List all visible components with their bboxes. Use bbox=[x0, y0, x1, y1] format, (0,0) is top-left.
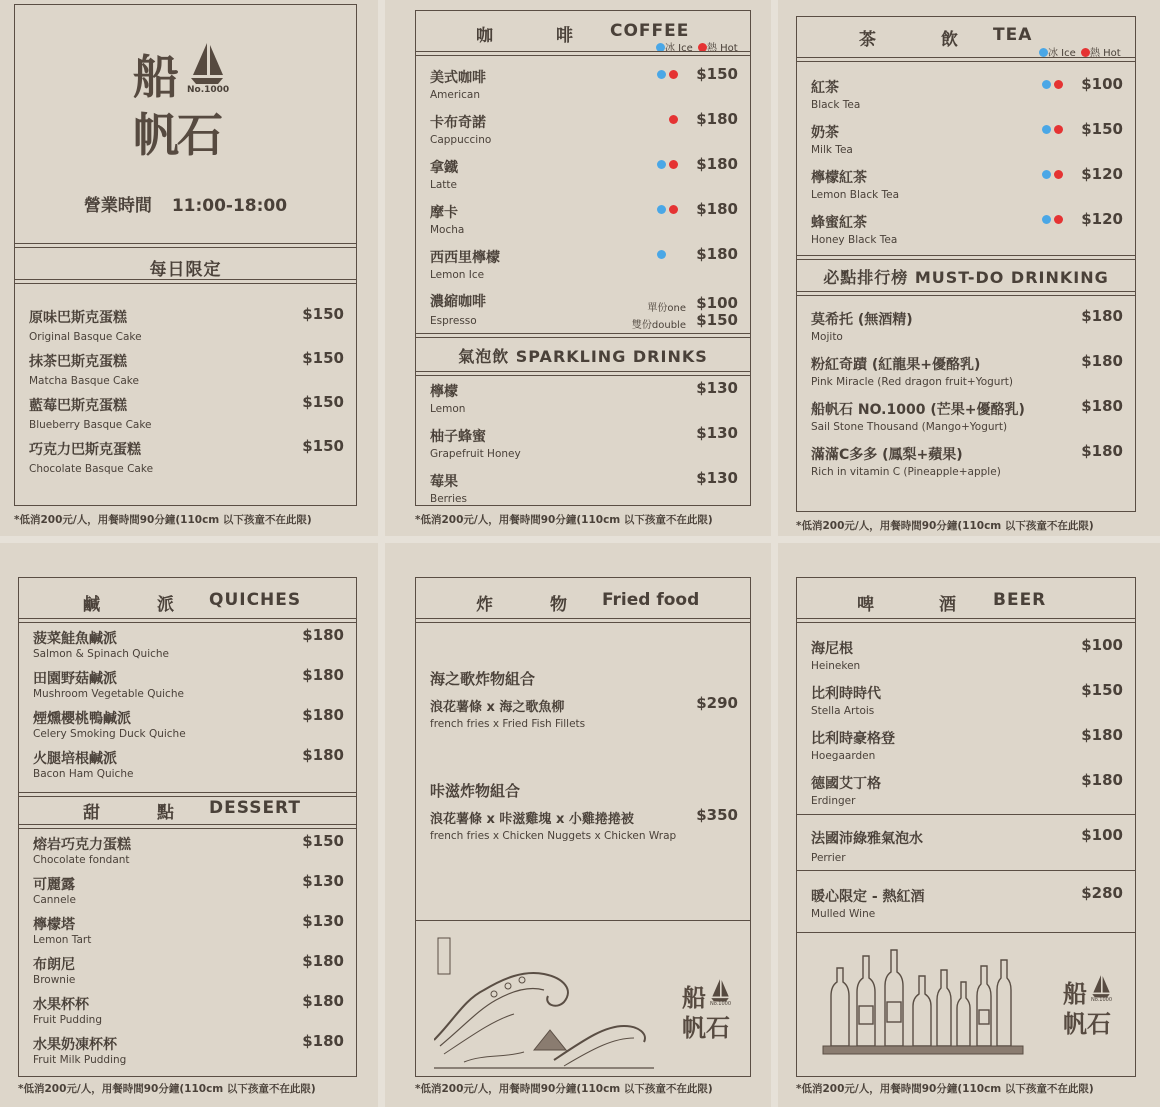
menu-item bbox=[19, 874, 356, 910]
logo bbox=[1063, 974, 1123, 1038]
hot-dot-icon bbox=[1054, 170, 1063, 179]
ice-dot-icon bbox=[657, 250, 666, 259]
hot-dot-icon bbox=[669, 115, 678, 124]
dessert-title: 甜 點 DESSERT bbox=[83, 798, 301, 823]
item-name: 水果杯杯 bbox=[33, 997, 89, 1013]
hot-dot-icon bbox=[669, 160, 678, 169]
hot-dot-icon bbox=[669, 70, 678, 79]
item-english-name: Berries bbox=[430, 493, 467, 505]
item-price: $180 bbox=[696, 200, 738, 218]
item-name: 莓果 bbox=[430, 474, 458, 490]
menu-item bbox=[19, 1034, 356, 1070]
set-price: $290 bbox=[696, 694, 738, 712]
footnote: *低消200元/人，用餐時間90分鐘(110cm 以下孩童不在此限) bbox=[14, 514, 312, 526]
set-name: 海之歌炸物組合 bbox=[430, 670, 536, 688]
menu-item bbox=[19, 708, 356, 744]
divider bbox=[19, 824, 356, 829]
item-english-name: Black Tea bbox=[811, 99, 861, 111]
footnote: *低消200元/人，用餐時間90分鐘(110cm 以下孩童不在此限) bbox=[796, 520, 1094, 532]
menu-item bbox=[15, 307, 356, 347]
logo bbox=[133, 41, 243, 161]
fried-set bbox=[416, 668, 750, 738]
item-name: 布朗尼 bbox=[33, 957, 75, 973]
item-english-name: Lemon bbox=[430, 403, 466, 415]
item-name: 田園野菇鹹派 bbox=[33, 671, 117, 687]
card-tea bbox=[796, 16, 1136, 512]
item-price: $150 bbox=[302, 437, 344, 455]
item-name: 菠菜鮭魚鹹派 bbox=[33, 631, 117, 647]
card-beer bbox=[796, 577, 1136, 1077]
ice-dot-icon bbox=[657, 205, 666, 214]
divider bbox=[797, 932, 1135, 933]
item-english-name: Grapefruit Honey bbox=[430, 448, 521, 460]
item-name: 滿滿C多多 (鳳梨+蘋果) bbox=[811, 447, 963, 463]
divider bbox=[15, 279, 356, 284]
divider bbox=[797, 870, 1135, 871]
daily-title: 每日限定 bbox=[149, 260, 222, 280]
footnote: *低消200元/人，用餐時間90分鐘(110cm 以下孩童不在此限) bbox=[415, 514, 713, 526]
card-quiches bbox=[18, 577, 357, 1077]
sailboat-icon bbox=[1091, 974, 1111, 998]
menu-item bbox=[19, 628, 356, 664]
menu-item bbox=[797, 444, 1135, 485]
item-english-name: Honey Black Tea bbox=[811, 234, 898, 246]
fried-title: 炸 物 Fried food bbox=[476, 590, 700, 615]
divider bbox=[416, 51, 750, 56]
ice-dot-icon bbox=[1039, 48, 1048, 57]
item-english-name: Brownie bbox=[33, 974, 76, 986]
item-name: 火腿培根鹹派 bbox=[33, 751, 117, 767]
divider bbox=[797, 618, 1135, 623]
hot-dot-icon bbox=[1081, 48, 1090, 57]
item-price: $180 bbox=[1081, 397, 1123, 415]
logo-badge: No.1000 bbox=[1091, 997, 1113, 1003]
temp-legend: 冰 Ice 熱 Hot bbox=[656, 39, 738, 54]
item-name: 可麗露 bbox=[33, 877, 75, 893]
item-name: 美式咖啡 bbox=[430, 70, 486, 86]
logo bbox=[682, 978, 742, 1042]
logo-badge: No.1000 bbox=[187, 85, 230, 95]
item-english-name: Latte bbox=[430, 179, 457, 191]
footnote: *低消200元/人，用餐時間90分鐘(110cm 以下孩童不在此限) bbox=[415, 1083, 713, 1095]
hours-value: 11:00-18:00 bbox=[171, 196, 288, 216]
set-name: 咔滋炸物組合 bbox=[430, 782, 521, 800]
panel-coffee bbox=[385, 0, 771, 536]
menu-item bbox=[19, 994, 356, 1030]
sparkling-title: 氣泡飲 SPARKLING DRINKS bbox=[458, 347, 708, 366]
panel-fried bbox=[385, 543, 771, 1107]
item-name: 比利時豪格登 bbox=[811, 731, 895, 747]
item-price: $180 bbox=[1081, 771, 1123, 789]
item-english-name: Cappuccino bbox=[430, 134, 492, 146]
item-price: $100 bbox=[1081, 636, 1123, 654]
menu-item bbox=[797, 399, 1135, 440]
item-english-name: Original Basque Cake bbox=[29, 331, 142, 343]
item-name: 巧克力巴斯克蛋糕 bbox=[29, 442, 141, 458]
item-price: $180 bbox=[1081, 726, 1123, 744]
menu-item bbox=[416, 426, 750, 467]
item-english-name: Lemon Black Tea bbox=[811, 189, 900, 201]
menu-item bbox=[416, 157, 750, 198]
item-price: $150 bbox=[302, 393, 344, 411]
menu-item bbox=[416, 381, 750, 422]
item-name: 西西里檸檬 bbox=[430, 250, 500, 266]
item-price: $180 bbox=[302, 666, 344, 684]
menu-item bbox=[19, 954, 356, 990]
set-items: 浪花薯條 x 海之歌魚柳 bbox=[430, 700, 565, 715]
menu-item bbox=[15, 395, 356, 435]
item-name: 莫希托 (無酒精) bbox=[811, 312, 913, 328]
logo-name-top: 船 bbox=[133, 50, 179, 104]
panel-daily bbox=[0, 0, 378, 536]
item-price: $180 bbox=[302, 746, 344, 764]
item-english-name: Heineken bbox=[811, 660, 861, 672]
item-price: $180 bbox=[1081, 442, 1123, 460]
menu-item bbox=[19, 914, 356, 950]
menu-item bbox=[797, 309, 1135, 350]
set-english-items: french fries x Fried Fish Fillets bbox=[430, 718, 586, 730]
menu-item bbox=[797, 773, 1135, 814]
menu-item bbox=[416, 112, 750, 153]
item-name: 蜂蜜紅茶 bbox=[811, 215, 867, 231]
logo-name-bottom: 帆石 bbox=[682, 1014, 730, 1042]
espresso-item: 濃縮咖啡 Espresso 單份one $100 雙份double $150 bbox=[430, 294, 738, 331]
menu-item bbox=[797, 212, 1135, 253]
item-english-name: Matcha Basque Cake bbox=[29, 375, 139, 387]
hours-label: 營業時間 bbox=[83, 196, 152, 216]
item-price: $130 bbox=[696, 424, 738, 442]
item-price: $120 bbox=[1081, 210, 1123, 228]
item-english-name: Fruit Milk Pudding bbox=[33, 1054, 127, 1066]
panel-tea bbox=[778, 0, 1160, 536]
menu-item bbox=[797, 728, 1135, 769]
item-price: $130 bbox=[302, 872, 344, 890]
hot-dot-icon bbox=[1054, 125, 1063, 134]
item-english-name: Lemon Tart bbox=[33, 934, 92, 946]
menu-item bbox=[15, 351, 356, 391]
item-price: $150 bbox=[302, 349, 344, 367]
divider bbox=[797, 291, 1135, 296]
item-name: 比利時時代 bbox=[811, 686, 881, 702]
sailboat-icon bbox=[710, 978, 730, 1002]
item-english-name: Milk Tea bbox=[811, 144, 853, 156]
menu-item bbox=[797, 354, 1135, 395]
item-name: 原味巴斯克蛋糕 bbox=[29, 310, 127, 326]
menu-item bbox=[797, 122, 1135, 163]
card-coffee bbox=[415, 10, 751, 506]
hot-dot-icon bbox=[1054, 215, 1063, 224]
menu-item bbox=[797, 77, 1135, 118]
divider bbox=[416, 618, 750, 623]
item-english-name: Blueberry Basque Cake bbox=[29, 419, 152, 431]
item-english-name: Mojito bbox=[811, 331, 843, 343]
item-name: 煙燻櫻桃鴨鹹派 bbox=[33, 711, 131, 727]
divider bbox=[19, 792, 356, 797]
menu-item bbox=[416, 202, 750, 243]
quiches-title: 鹹 派 QUICHES bbox=[83, 590, 302, 615]
menu-item bbox=[416, 471, 750, 512]
item-name: 藍莓巴斯克蛋糕 bbox=[29, 398, 127, 414]
item-english-name: Cannele bbox=[33, 894, 76, 906]
divider bbox=[19, 618, 356, 623]
tea-title: 茶 飲 TEA bbox=[859, 25, 1033, 50]
item-price: $130 bbox=[696, 469, 738, 487]
bottles-illustration bbox=[819, 946, 1039, 1056]
fried-set bbox=[416, 780, 750, 850]
item-price: $180 bbox=[302, 626, 344, 644]
item-english-name: Erdinger bbox=[811, 795, 856, 807]
item-name: 紅茶 bbox=[811, 80, 839, 96]
item-english-name: Bacon Ham Quiche bbox=[33, 768, 134, 780]
item-name: 拿鐵 bbox=[430, 160, 458, 176]
hot-dot-icon bbox=[669, 205, 678, 214]
menu-item bbox=[19, 748, 356, 784]
item-price: $150 bbox=[1081, 681, 1123, 699]
item-name: 抹茶巴斯克蛋糕 bbox=[29, 354, 127, 370]
item-name: 卡布奇諾 bbox=[430, 115, 486, 131]
item-price: $150 bbox=[302, 832, 344, 850]
ice-dot-icon bbox=[1042, 80, 1051, 89]
item-english-name: Mushroom Vegetable Quiche bbox=[33, 688, 184, 700]
menu-item bbox=[797, 638, 1135, 679]
logo-name-top: 船 bbox=[1063, 980, 1087, 1008]
item-english-name: Hoegaarden bbox=[811, 750, 876, 762]
item-price: $180 bbox=[302, 1032, 344, 1050]
logo-badge: No.1000 bbox=[710, 1001, 732, 1007]
item-english-name: Salmon & Spinach Quiche bbox=[33, 648, 170, 660]
sailboat-icon bbox=[189, 41, 225, 85]
ice-dot-icon bbox=[657, 70, 666, 79]
item-english-name: Rich in vitamin C (Pineapple+apple) bbox=[811, 466, 1001, 478]
item-price: $150 bbox=[302, 305, 344, 323]
business-hours bbox=[15, 191, 356, 216]
item-name: 奶茶 bbox=[811, 125, 839, 141]
item-english-name: Chocolate Basque Cake bbox=[29, 463, 154, 475]
item-name: 檸檬 bbox=[430, 384, 458, 400]
great-wave-illustration bbox=[434, 930, 654, 1070]
item-english-name: Pink Miracle (Red dragon fruit+Yogurt) bbox=[811, 376, 1013, 388]
footnote: *低消200元/人，用餐時間90分鐘(110cm 以下孩童不在此限) bbox=[18, 1083, 316, 1095]
item-price: $150 bbox=[1081, 120, 1123, 138]
set-items: 浪花薯條 x 咔滋雞塊 x 小雞捲捲被 bbox=[430, 812, 634, 827]
menu-item bbox=[797, 167, 1135, 208]
menu-item bbox=[797, 683, 1135, 724]
temp-legend: 冰 Ice 熱 Hot bbox=[1039, 44, 1121, 59]
coffee-title: 咖 啡 COFFEE bbox=[476, 21, 690, 46]
item-price: $180 bbox=[302, 952, 344, 970]
item-price: $130 bbox=[696, 379, 738, 397]
item-price: $180 bbox=[696, 110, 738, 128]
card-daily bbox=[14, 4, 357, 506]
item-price: $180 bbox=[1081, 352, 1123, 370]
divider bbox=[797, 255, 1135, 260]
item-name: 粉紅奇蹟 (紅龍果+優酪乳) bbox=[811, 357, 981, 373]
item-name: 柚子蜂蜜 bbox=[430, 429, 486, 445]
divider bbox=[416, 920, 750, 921]
logo-name-bottom: 帆石 bbox=[133, 108, 221, 162]
item-name: 摩卡 bbox=[430, 205, 458, 221]
divider bbox=[797, 814, 1135, 815]
item-name: 水果奶凍杯杯 bbox=[33, 1037, 117, 1053]
item-english-name: Chocolate fondant bbox=[33, 854, 130, 866]
set-price: $350 bbox=[696, 806, 738, 824]
logo-name-top: 船 bbox=[682, 984, 706, 1012]
ice-dot-icon bbox=[657, 160, 666, 169]
item-price: $180 bbox=[302, 992, 344, 1010]
menu-item bbox=[416, 247, 750, 288]
ice-dot-icon bbox=[1042, 215, 1051, 224]
ice-dot-icon bbox=[1042, 125, 1051, 134]
panel-quiches bbox=[0, 543, 378, 1107]
beer-title: 啤 酒 BEER bbox=[857, 590, 1047, 615]
footnote: *低消200元/人，用餐時間90分鐘(110cm 以下孩童不在此限) bbox=[796, 1083, 1094, 1095]
perrier-item: 法國沛綠雅氣泡水 Perrier $100 bbox=[811, 826, 1123, 864]
item-name: 海尼根 bbox=[811, 641, 853, 657]
item-price: $180 bbox=[696, 245, 738, 263]
item-name: 船帆石 NO.1000 (芒果+優酪乳) bbox=[811, 402, 1025, 418]
divider bbox=[797, 57, 1135, 62]
divider bbox=[15, 243, 356, 248]
logo-name-bottom: 帆石 bbox=[1063, 1010, 1111, 1038]
item-english-name: Celery Smoking Duck Quiche bbox=[33, 728, 186, 740]
set-english-items: french fries x Chicken Nuggets x Chicken Wrap bbox=[430, 830, 677, 842]
hot-dot-icon bbox=[1054, 80, 1063, 89]
item-price: $120 bbox=[1081, 165, 1123, 183]
card-fried bbox=[415, 577, 751, 1077]
divider bbox=[416, 371, 750, 376]
item-name: 檸檬紅茶 bbox=[811, 170, 867, 186]
ice-dot-icon bbox=[1042, 170, 1051, 179]
item-english-name: Fruit Pudding bbox=[33, 1014, 102, 1026]
item-name: 德國艾丁格 bbox=[811, 776, 881, 792]
menu-item bbox=[15, 439, 356, 479]
panel-beer bbox=[778, 543, 1160, 1107]
item-price: $130 bbox=[302, 912, 344, 930]
menu-item bbox=[19, 834, 356, 870]
item-english-name: American bbox=[430, 89, 480, 101]
item-price: $100 bbox=[1081, 75, 1123, 93]
item-price: $180 bbox=[696, 155, 738, 173]
item-price: $180 bbox=[1081, 307, 1123, 325]
item-english-name: Stella Artois bbox=[811, 705, 875, 717]
item-price: $180 bbox=[302, 706, 344, 724]
item-name: 熔岩巧克力蛋糕 bbox=[33, 837, 131, 853]
menu-item bbox=[19, 668, 356, 704]
item-english-name: Sail Stone Thousand (Mango+Yogurt) bbox=[811, 421, 1008, 433]
mulled-wine-item: 暖心限定 - 熱紅酒 Mulled Wine $280 bbox=[811, 884, 1123, 920]
item-english-name: Lemon Ice bbox=[430, 269, 485, 281]
menu-item bbox=[416, 67, 750, 108]
divider bbox=[416, 333, 750, 338]
mustdo-title: 必點排行榜 MUST-DO DRINKING bbox=[823, 268, 1109, 287]
item-name: 檸檬塔 bbox=[33, 917, 75, 933]
item-price: $150 bbox=[696, 65, 738, 83]
item-english-name: Mocha bbox=[430, 224, 465, 236]
